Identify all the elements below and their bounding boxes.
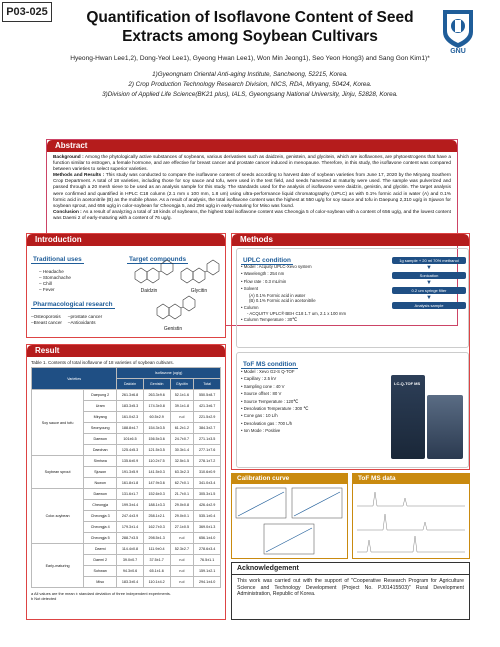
poster-id-badge: P03-025 — [2, 2, 52, 22]
table-cell: Miryang — [84, 412, 117, 423]
background-label: Background : — [53, 155, 84, 160]
table-cell: 27.1±0.5 — [170, 522, 194, 533]
poster-title — [70, 8, 430, 46]
conclusion-label: Conclusion : — [53, 209, 82, 215]
header-daidzin: Daidzin — [117, 379, 144, 390]
table-cell: 183.3±5.3 — [117, 401, 144, 412]
table-cell: 159.1±2.1 — [194, 566, 221, 577]
table-cell: 550.5±8.7 — [194, 390, 221, 401]
compound-structures — [127, 258, 223, 336]
table-cell: Uram — [84, 401, 117, 412]
table-cell: 179.3±1.4 — [117, 522, 144, 533]
pharmacological-research-title: Pharmacological research — [33, 301, 113, 308]
header-isoflavone: Isoflavone (ug/g) — [117, 368, 221, 379]
table-cell: 191.3±5.9 — [117, 467, 144, 478]
flow-step: Sonication — [392, 272, 466, 279]
list-item: • Solvent — [241, 286, 259, 292]
table-caption: Table 1. Contents of total isoflavone of 18 varieties of soybean cultivars. — [31, 360, 174, 365]
table-cell: Cheongja 3 — [84, 511, 117, 522]
table-cell: 310.6±0.9 — [194, 467, 221, 478]
table-cell: 656.1±4.0 — [194, 533, 221, 544]
list-item: - ACQUITY UPLC® BEH C18 1.7 um, 2.1 x 100 mm — [247, 311, 347, 317]
table-cell: 147.9±3.6 — [143, 478, 170, 489]
logo-text: GNU — [450, 48, 466, 54]
conclusion-text: As a result of analyzing a total of 18 kinds of soybeans, the highest total isoflavone content was Cheongja 5 of color-soybean with a content of 656 ug/g, and the lowest content was Daemi 2 of early-maturing with a content of 76 ug/g. — [53, 209, 451, 221]
title-line-1: Quantification of Isoflavone Content of Seed — [86, 9, 414, 26]
introduction-section — [26, 233, 226, 338]
table-row — [32, 489, 221, 500]
list-item: • Cone gas : 10 L/h — [241, 413, 278, 419]
table-row — [32, 544, 221, 555]
list-item: • Flow rate : 0.3 mL/min — [241, 278, 287, 284]
list-item: –Antioxidants — [67, 320, 96, 325]
table-cell: 32.5±1.5 — [170, 456, 194, 467]
table-cell: n.d — [170, 412, 194, 423]
table-cell: Seonyoung — [84, 423, 117, 434]
instrument-label: LC-Q-TOF MS — [394, 381, 421, 386]
table-cell: Daewon — [84, 489, 117, 500]
methods-label: Methods and Results : — [53, 173, 105, 179]
uplc-title: UPLC condition — [243, 257, 291, 264]
abstract-body — [47, 152, 457, 225]
flow-step: 0.2 um syringe filter — [392, 287, 466, 294]
group-label: Color-soybean — [32, 489, 84, 544]
footnote: a All values are the mean ± standard deviation of three independent experiments. — [31, 591, 171, 596]
group-label: Early-maturing — [32, 544, 84, 588]
table-cell: 341.0±3.4 — [194, 478, 221, 489]
table-cell: 60.5±2.9 — [143, 412, 170, 423]
calibration-title: Calibration curve — [232, 474, 347, 484]
table-cell: 121.5±3.5 — [143, 445, 170, 456]
list-item: • Sampling cone : 40 V — [241, 383, 285, 389]
methods-heading: Methods — [232, 234, 469, 246]
abstract-heading: Abstract — [47, 140, 457, 152]
methods-section — [231, 233, 470, 470]
table-cell: Daepung 2 — [84, 390, 117, 401]
traditional-uses-list — [31, 269, 119, 293]
table-cell: Cheongja 5 — [84, 533, 117, 544]
header-genistin: Genistin — [143, 379, 170, 390]
uplc-condition-list — [241, 263, 391, 323]
tof-title: ToF MS condition — [243, 361, 297, 368]
table-footnotes — [27, 588, 225, 601]
table-cell: 261.3±6.8 — [117, 390, 144, 401]
list-item: –prostate cancer — [67, 314, 103, 319]
tof-spectra — [353, 484, 469, 558]
table-cell: 37.5±1.7 — [143, 555, 170, 566]
calibration-plots — [232, 484, 347, 558]
list-item: (B) 0.1% Formic acid in acetonitrile — [249, 297, 316, 303]
table-cell: Daechan — [84, 445, 117, 456]
table-row — [32, 456, 221, 467]
table-cell: 21.7±0.1 — [170, 489, 194, 500]
table-cell: 29.0±0.8 — [170, 500, 194, 511]
arrow-down-icon: ▼ — [426, 295, 432, 301]
table-cell: Daemi 2 — [84, 555, 117, 566]
arrow-down-icon: ▼ — [426, 280, 432, 286]
pharmacological-list — [31, 314, 119, 326]
affiliation-1: 1)Gyeongnam Oriental Anti-aging Institute, Sancheong, 52215, Korea. — [152, 71, 348, 78]
isoflavone-table — [31, 367, 221, 588]
list-item: – Chill — [39, 281, 52, 286]
table-cell: 152.6±0.3 — [143, 489, 170, 500]
table-cell: n.d — [170, 533, 194, 544]
table-cell: 131.6±1.7 — [117, 489, 144, 500]
compound-label-daidzin: Daidzin — [140, 288, 158, 294]
table-cell: n.d — [170, 566, 194, 577]
table-cell: 161.0±2.3 — [117, 412, 144, 423]
table-cell: 288.7±3.5 — [117, 533, 144, 544]
list-item: • Model : Acquity UPLC-Xevo system — [241, 264, 312, 269]
table-cell: 188.1±3.3 — [143, 500, 170, 511]
table-cell: 39.1±1.8 — [170, 401, 194, 412]
header-total: Total — [194, 379, 221, 390]
tof-data-panel — [352, 473, 470, 559]
table-cell: n.d — [170, 555, 194, 566]
table-cell: 426.4±2.9 — [194, 500, 221, 511]
table-cell: Daewon — [84, 434, 117, 445]
calibration-panel — [231, 473, 348, 559]
table-cell: 188.8±4.7 — [117, 423, 144, 434]
table-cell: 278.6±3.4 — [194, 544, 221, 555]
list-item: • Model : Xevo G2-S Q-TOF — [241, 369, 295, 374]
title-line-2: Extracts among Soybean Cultivars — [122, 28, 378, 45]
table-cell: 29.0±0.1 — [170, 511, 194, 522]
result-section — [26, 344, 226, 620]
affiliation-2: 2) Crop Production Technology Research Division, NICS, RDA, Miryang, 50424, Korea. — [128, 81, 372, 88]
table-cell: 110.1±4.2 — [143, 577, 170, 588]
table-cell: 63.3±2.3 — [170, 467, 194, 478]
tof-data-title: ToF MS data — [353, 474, 469, 484]
table-cell: 135.6±0.9 — [117, 456, 144, 467]
table-cell: 271.1±3.5 — [194, 434, 221, 445]
list-item: • Source offset : 80 V — [241, 391, 282, 397]
compound-label-glycitin: Glycitin — [190, 288, 208, 294]
table-cell: 161.8±1.8 — [117, 478, 144, 489]
table-cell: 154.3±3.5 — [143, 423, 170, 434]
table-cell: 62.7±0.1 — [170, 478, 194, 489]
arrow-down-icon: ▼ — [426, 265, 432, 271]
list-item: • Desolvation gas : 700 L/h — [241, 420, 293, 426]
header-glycitin: Glycitin — [170, 379, 194, 390]
tof-condition-list — [241, 368, 381, 435]
introduction-heading: Introduction — [27, 234, 225, 246]
table-body — [32, 390, 221, 588]
list-item: – Fever — [39, 287, 55, 292]
table-cell: 277.1±7.6 — [194, 445, 221, 456]
flow-step: 1g sample + 20 ml 70% methanol — [392, 257, 466, 264]
uplc-panel — [236, 248, 469, 348]
table-cell: 174.3±0.8 — [143, 401, 170, 412]
table-cell: 247.4±3.9 — [117, 511, 144, 522]
author-list: Hyeong-Hwan Lee1,2), Dong-Yeol Lee1), Gyeong Hwan Lee1), Won Min Jeong1), Seo Yeon Hong3) and Sang Gon Kim1)* — [70, 55, 430, 62]
table-cell: 221.5±2.9 — [194, 412, 221, 423]
list-item: • Desolvation Temperature : 300 ℃ — [241, 406, 309, 412]
table-cell: 162.7±0.3 — [143, 522, 170, 533]
table-cell: 421.3±6.7 — [194, 401, 221, 412]
result-heading: Result — [27, 345, 225, 357]
group-label: Soy sauce and tofu — [32, 390, 84, 456]
list-item: • Source Temperature : 120℃ — [241, 398, 299, 404]
table-cell: 24.7±0.7 — [170, 434, 194, 445]
header-varieties: Varieties — [32, 368, 117, 390]
tof-panel — [236, 352, 469, 468]
list-item: • Wavelength : 254 nm — [241, 271, 285, 277]
list-item: –Breast cancer — [31, 320, 62, 325]
table-cell: 156.5±3.6 — [143, 434, 170, 445]
acknowledgement-heading: Acknowledgement — [232, 563, 469, 575]
footnote: b Not detected — [31, 596, 57, 601]
flow-step: Analysis sample — [392, 302, 466, 309]
list-item: –Osteoporosis — [31, 314, 61, 319]
table-cell: 141.5±0.3 — [143, 467, 170, 478]
background-text: Among the phytologically active substances of soybeans, various derivatives such as daidzein, genistein, and glycitein, which are isoflavones, are phytoestrogens that have a function similar to estrogen, a female hormone, and are effective for breast cancer and prostate cancer induced in menopause. Therefore, in this study, the isoflavone content was compared between varieties to select superior varieties. — [53, 155, 451, 173]
table-cell: 76.5±1.1 — [194, 555, 221, 566]
table-cell: 258.1±2.1 — [143, 511, 170, 522]
table-cell: 199.3±4.4 — [117, 500, 144, 511]
table-cell: 114.4±0.8 — [117, 544, 144, 555]
list-item: • Ion Mode : Positive — [241, 428, 281, 434]
table-cell: Sohwan — [84, 566, 117, 577]
affiliation-3: 3)Division of Applied Life Science(BK21 plus), IALS, Gyeongsang National University, Jinju, 52828, Korea. — [102, 91, 398, 98]
target-compounds-title: Target compounds — [129, 256, 187, 263]
compound-label-genistin: Genistin — [163, 326, 183, 332]
table-cell: 305.3±1.5 — [194, 489, 221, 500]
extraction-flow — [392, 257, 466, 309]
table-cell: 110.2±7.5 — [143, 456, 170, 467]
table-cell: 39.0±0.7 — [117, 555, 144, 566]
list-item: – Stomachache — [39, 275, 71, 280]
list-item: • Column — [241, 304, 259, 310]
table-cell: 384.3±2.7 — [194, 423, 221, 434]
table-cell: 101±6.5 — [117, 434, 144, 445]
table-cell: 52.1±1.6 — [170, 390, 194, 401]
table-cell: n.d — [170, 577, 194, 588]
table-cell: 94.3±0.6 — [117, 566, 144, 577]
table-cell: 125.4±5.3 — [117, 445, 144, 456]
table-cell: 263.3±9.6 — [143, 390, 170, 401]
table-cell: 183.3±0.4 — [117, 577, 144, 588]
list-item: • Capillary : 2.5 kV — [241, 376, 277, 382]
table-cell: Miso — [84, 577, 117, 588]
table-cell: 369.0±1.3 — [194, 522, 221, 533]
table-cell: 61.2±1.2 — [170, 423, 194, 434]
list-item: • Column Temperature : 30℃ — [241, 317, 297, 323]
table-cell: Cheongja 4 — [84, 522, 117, 533]
list-item: – Headache — [39, 269, 64, 274]
table-cell: 535.1±0.4 — [194, 511, 221, 522]
traditional-uses-title: Traditional uses — [33, 256, 82, 263]
table-cell: 111.9±0.4 — [143, 544, 170, 555]
university-logo — [438, 6, 478, 54]
acknowledgement-section — [231, 562, 470, 620]
group-label: Soybean sprout — [32, 456, 84, 489]
table-cell: Nuwon — [84, 478, 117, 489]
list-item: (A) 0.1% Formic acid in water — [249, 292, 306, 298]
table-cell: Daemi — [84, 544, 117, 555]
acknowledgement-text: This work was carried out with the support of "Cooperative Research Program for Agriculture Science and Technology Development (Project No. PJ01415503)" Rural Development Administration, Republic of Korea. — [237, 578, 464, 598]
table-cell: 278.1±7.2 — [194, 456, 221, 467]
table-cell: Sjuwon — [84, 467, 117, 478]
table-cell: 30.3±1.4 — [170, 445, 194, 456]
table-cell: Cheongja — [84, 500, 117, 511]
table-cell: 298.5±1.3 — [143, 533, 170, 544]
table-cell: 52.3±2.7 — [170, 544, 194, 555]
methods-text: This study was conducted to compare the isoflavone content of seeds according to harvest date of soybean varieties from June 17, 2020 by the Miryang Southern Crop Department. A total of 18 varieties, including those for soy sauce and tofu, were used in the test field, and seeds harvested at maturity were used. The sample was pulverized and passed through a 20 mesh sieve to be used as an analysis sample for this study. The standards used for the analysis of isoflavone were daidzin, genistin, and glycitin. The target analysis were confirmed and quantified in HPLC C18 column (2.1 mm x 100 mm, 1.8 um) using ultra-performance liquid chromatography (UPLC) as with 0.1% formic acid in water (A) and 0.1% formic acid in acetonitrile (B) as the mobile phase. As a result of analysis, the total isoflavone content was the highest at 550 ug/g for soy sauce and tofu in Daepung 2,310 ug/g in Sjuwon for soybean sprout, and 656 ug/g in color-soybean for Cheongja 5, and 294 ug/g in early-maturing for Miso was found. — [53, 173, 452, 209]
instrument-image — [387, 367, 465, 463]
table-cell: Simhwa — [84, 456, 117, 467]
table-cell: 294.1±4.0 — [194, 577, 221, 588]
table-cell: 65.1±1.6 — [143, 566, 170, 577]
table-row — [32, 390, 221, 401]
